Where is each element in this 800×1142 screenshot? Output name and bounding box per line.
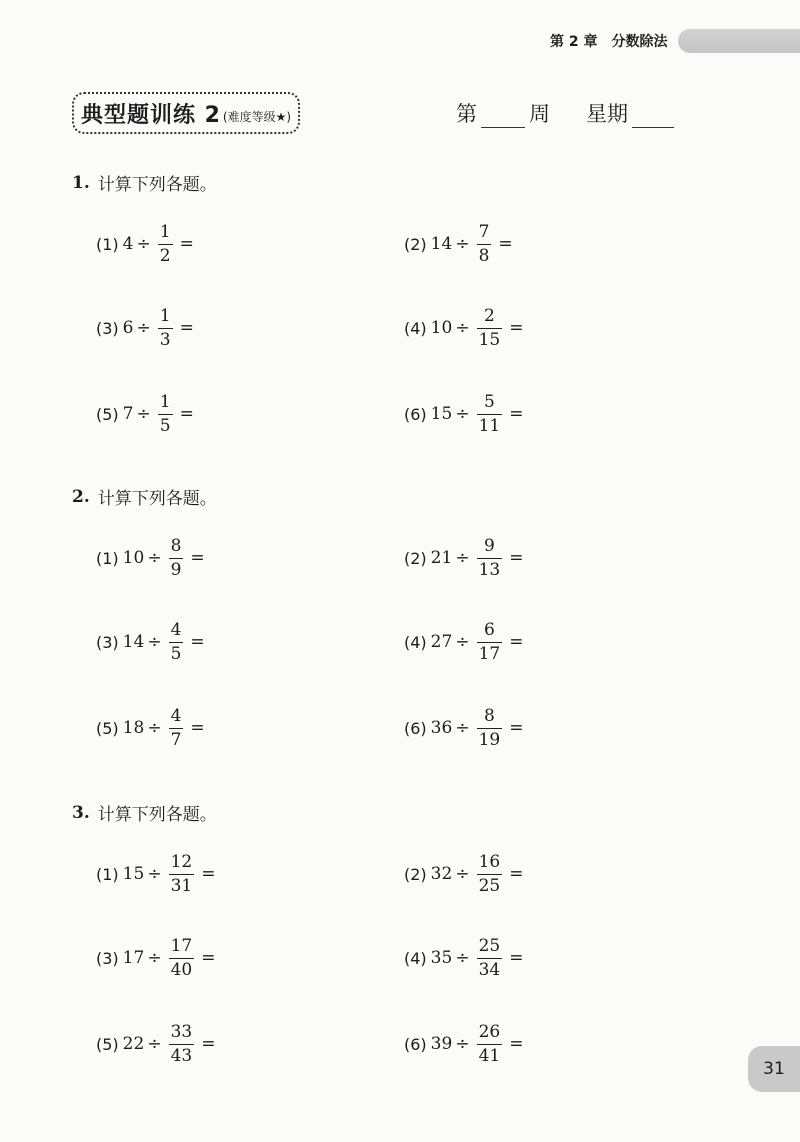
numerator: 12 [170,851,193,872]
problem-item [96,216,197,272]
fraction [477,851,503,896]
dividend: 22 [122,1034,145,1054]
numerator: 1 [159,305,171,326]
fraction [169,1021,195,1066]
denominator: 3 [159,329,171,350]
denominator: 34 [478,959,501,980]
weekday-blank[interactable] [632,103,674,128]
equals-sign: = [201,1034,216,1054]
divide-sign: ÷ [147,948,162,968]
problem-label: (4) [404,318,427,338]
problem-item [404,930,526,986]
dividend: 35 [430,948,453,968]
dividend: 27 [430,632,453,652]
section-instruction: 计算下列各题。 [97,175,217,195]
numerator: 6 [483,619,495,640]
divide-sign: ÷ [455,318,470,338]
dividend: 18 [122,718,145,738]
dividend: 14 [122,632,145,652]
divide-sign: ÷ [147,632,162,652]
problem-label: (4) [404,632,427,652]
dividend: 21 [430,548,453,568]
fraction [477,935,503,980]
section-heading [72,800,217,825]
dividend: 15 [430,404,453,424]
problem-label: (3) [96,948,119,968]
fraction [477,391,503,436]
denominator: 19 [478,729,501,750]
fraction [169,619,184,664]
divide-sign: ÷ [136,234,151,254]
fraction [477,705,503,750]
denominator: 13 [478,559,501,580]
chapter-tab-bar [678,29,800,53]
equals-sign: = [509,948,524,968]
numerator: 4 [170,619,182,640]
divide-sign: ÷ [455,948,470,968]
divide-sign: ÷ [136,318,151,338]
denominator: 8 [478,245,490,266]
numerator: 26 [478,1021,501,1042]
numerator: 7 [478,221,490,242]
section-heading [72,170,217,195]
divide-sign: ÷ [455,404,470,424]
numerator: 16 [478,851,501,872]
denominator: 7 [170,729,182,750]
problem-label: (5) [96,404,119,424]
page-number: 31 [748,1046,800,1092]
problem-item [404,216,516,272]
equals-sign: = [190,548,205,568]
problem-item [404,700,526,756]
equals-sign: = [201,864,216,884]
fraction [169,705,184,750]
exercise-title-box [72,92,300,134]
dividend: 4 [122,234,134,254]
numerator: 8 [170,535,182,556]
section-instruction: 计算下列各题。 [97,489,217,509]
chapter-label: 第 2 章 分数除法 [550,34,668,50]
divide-sign: ÷ [455,548,470,568]
problem-item [404,614,526,670]
equals-sign: = [179,318,194,338]
date-fill-area [456,98,678,128]
divide-sign: ÷ [147,548,162,568]
problem-label: (2) [404,548,427,568]
equals-sign: = [179,404,194,424]
numerator: 5 [483,391,495,412]
fraction [477,619,503,664]
fraction [158,221,173,266]
problem-label: (4) [404,948,427,968]
dividend: 7 [122,404,134,424]
problem-item [96,1016,218,1072]
problem-label: (3) [96,318,119,338]
numerator: 2 [483,305,495,326]
denominator: 25 [478,875,501,896]
problem-item [404,300,526,356]
problem-item [404,530,526,586]
equals-sign: = [509,864,524,884]
problem-item [96,614,208,670]
numerator: 1 [159,221,171,242]
section-number: 3. [72,802,90,823]
denominator: 11 [478,415,501,436]
fraction [477,535,503,580]
numerator: 1 [159,391,171,412]
numerator: 25 [478,935,501,956]
numerator: 4 [170,705,182,726]
numerator: 9 [483,535,495,556]
problem-item [96,930,218,986]
dividend: 10 [122,548,145,568]
date-prefix: 第 [456,102,477,126]
numerator: 17 [170,935,193,956]
divide-sign: ÷ [147,1034,162,1054]
equals-sign: = [509,404,524,424]
equals-sign: = [190,632,205,652]
dividend: 14 [430,234,453,254]
problem-label: (1) [96,864,119,884]
dividend: 17 [122,948,145,968]
section-instruction: 计算下列各题。 [97,805,217,825]
equals-sign: = [498,234,513,254]
problem-label: (6) [404,1034,427,1054]
problem-item [404,386,526,442]
equals-sign: = [509,1034,524,1054]
denominator: 5 [170,643,182,664]
dividend: 15 [122,864,145,884]
denominator: 31 [170,875,193,896]
problem-label: (2) [404,234,427,254]
difficulty-level: (难度等级★) [222,109,292,124]
problem-item [404,1016,526,1072]
divide-sign: ÷ [455,864,470,884]
divide-sign: ÷ [455,718,470,738]
denominator: 41 [478,1045,501,1066]
denominator: 40 [170,959,193,980]
denominator: 17 [478,643,501,664]
fraction [169,851,195,896]
fraction [169,535,184,580]
equals-sign: = [201,948,216,968]
dividend: 32 [430,864,453,884]
problem-item [96,386,197,442]
numerator: 33 [170,1021,193,1042]
problem-item [96,300,197,356]
dividend: 6 [122,318,134,338]
fraction [158,391,173,436]
section-heading [72,484,217,509]
problem-label: (6) [404,718,427,738]
numerator: 8 [483,705,495,726]
equals-sign: = [190,718,205,738]
date-weekday: 星期 [586,102,628,126]
section-number: 2. [72,486,90,507]
problem-item [404,846,526,902]
fraction [477,1021,503,1066]
dividend: 39 [430,1034,453,1054]
fraction [477,221,492,266]
problem-item [96,846,218,902]
equals-sign: = [509,632,524,652]
chapter-tab [550,28,800,54]
problem-item [96,700,208,756]
problem-label: (5) [96,1034,119,1054]
equals-sign: = [509,318,524,338]
divide-sign: ÷ [455,632,470,652]
problem-label: (1) [96,234,119,254]
denominator: 43 [170,1045,193,1066]
problem-label: (6) [404,404,427,424]
divide-sign: ÷ [136,404,151,424]
problem-label: (1) [96,548,119,568]
fraction [477,305,503,350]
problem-label: (2) [404,864,427,884]
date-week: 周 [529,102,550,126]
section-number: 1. [72,172,90,193]
divide-sign: ÷ [455,1034,470,1054]
equals-sign: = [509,548,524,568]
denominator: 15 [478,329,501,350]
divide-sign: ÷ [147,718,162,738]
divide-sign: ÷ [455,234,470,254]
equals-sign: = [179,234,194,254]
problem-label: (3) [96,632,119,652]
problem-item [96,530,208,586]
dividend: 36 [430,718,453,738]
problem-label: (5) [96,718,119,738]
fraction [169,935,195,980]
fraction [158,305,173,350]
equals-sign: = [509,718,524,738]
divide-sign: ÷ [147,864,162,884]
week-blank[interactable] [481,103,525,128]
denominator: 2 [159,245,171,266]
denominator: 9 [170,559,182,580]
exercise-title: 典型题训练 2 [80,102,221,128]
dividend: 10 [430,318,453,338]
denominator: 5 [159,415,171,436]
